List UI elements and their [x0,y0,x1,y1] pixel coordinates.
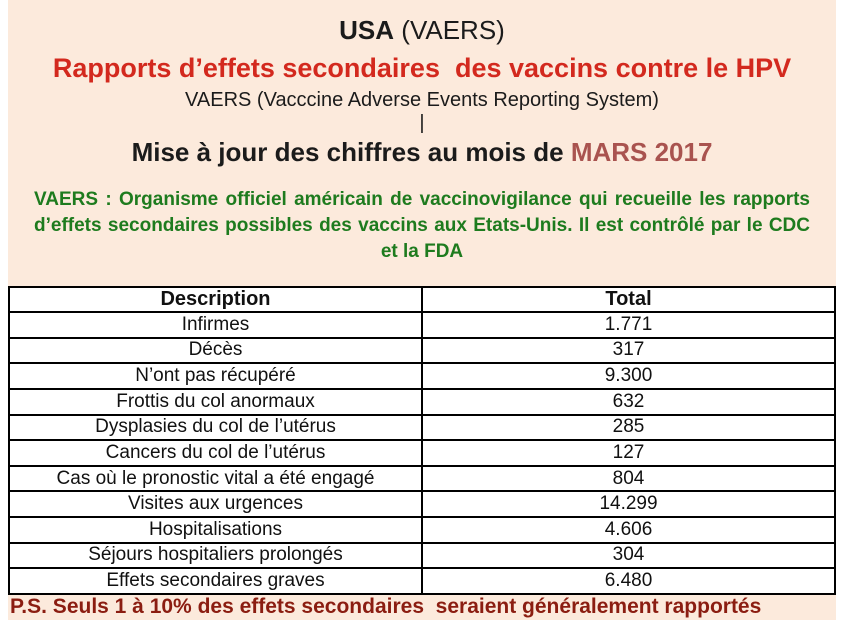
update-month-highlight: MARS 2017 [570,137,713,167]
description-cell: N’ont pas récupéré [9,363,422,389]
total-cell: 14.299 [422,491,835,517]
total-cell: 304 [422,543,835,569]
total-cell: 632 [422,389,835,415]
description-cell: Dysplasies du col de l’utérus [9,415,422,441]
vaers-table-body [9,312,835,594]
description-cell: Séjours hospitaliers prolongés [9,543,422,569]
total-cell: 9.300 [422,363,835,389]
total-cell: 4.606 [422,517,835,543]
divider-bar: | [419,112,425,134]
description-cell: Effets secondaires graves [9,568,422,594]
table-row [9,543,835,569]
total-cell: 317 [422,338,835,364]
total-cell: 285 [422,415,835,441]
description-cell: Infirmes [9,312,422,338]
main-title: Rapports d’effets secondaires des vaccins contre le HPV [52,53,792,83]
table-row [9,415,835,441]
description-cell: Frottis du col anormaux [9,389,422,415]
description-cell: Visites aux urgences [9,491,422,517]
peach-panel [8,0,836,620]
description-cell: Décès [9,338,422,364]
vaers-description-note: VAERS : Organisme officiel américain de vaccinovigilance qui recueille les rapports d’effets secondaires possibles des vaccins aux Etats-Unis. Il est contrôlé par le CDC et la FDA [34,189,810,262]
total-cell: 804 [422,466,835,492]
table-row [9,440,835,466]
country-title [8,15,836,45]
country-title-rest: (VAERS) [394,15,505,45]
description-cell: Cas où le pronostic vital a été engagé [9,466,422,492]
table-row [9,338,835,364]
total-cell: 127 [422,440,835,466]
total-cell: 6.480 [422,568,835,594]
vaers-subtitle: VAERS (Vacccine Adverse Events Reporting System) [185,89,659,111]
description-cell: Cancers du col de l’utérus [9,440,422,466]
table-row [9,363,835,389]
vaers-table-head [9,287,835,312]
table-row [9,568,835,594]
country-title-bold: USA [339,15,395,45]
update-line [8,137,836,167]
ps-note: P.S. Seuls 1 à 10% des effets secondaires seraient généralement rapportés [10,595,762,618]
column-header-description: Description [9,287,422,312]
header-row [9,287,835,312]
column-header-total: Total [422,287,835,312]
table-row [9,466,835,492]
description-cell: Hospitalisations [9,517,422,543]
vaers-table [8,286,836,595]
table-row [9,389,835,415]
table-row [9,312,835,338]
update-line-prefix: Mise à jour des chiffres au mois de [131,137,571,167]
table-row [9,517,835,543]
total-cell: 1.771 [422,312,835,338]
table-row [9,491,835,517]
